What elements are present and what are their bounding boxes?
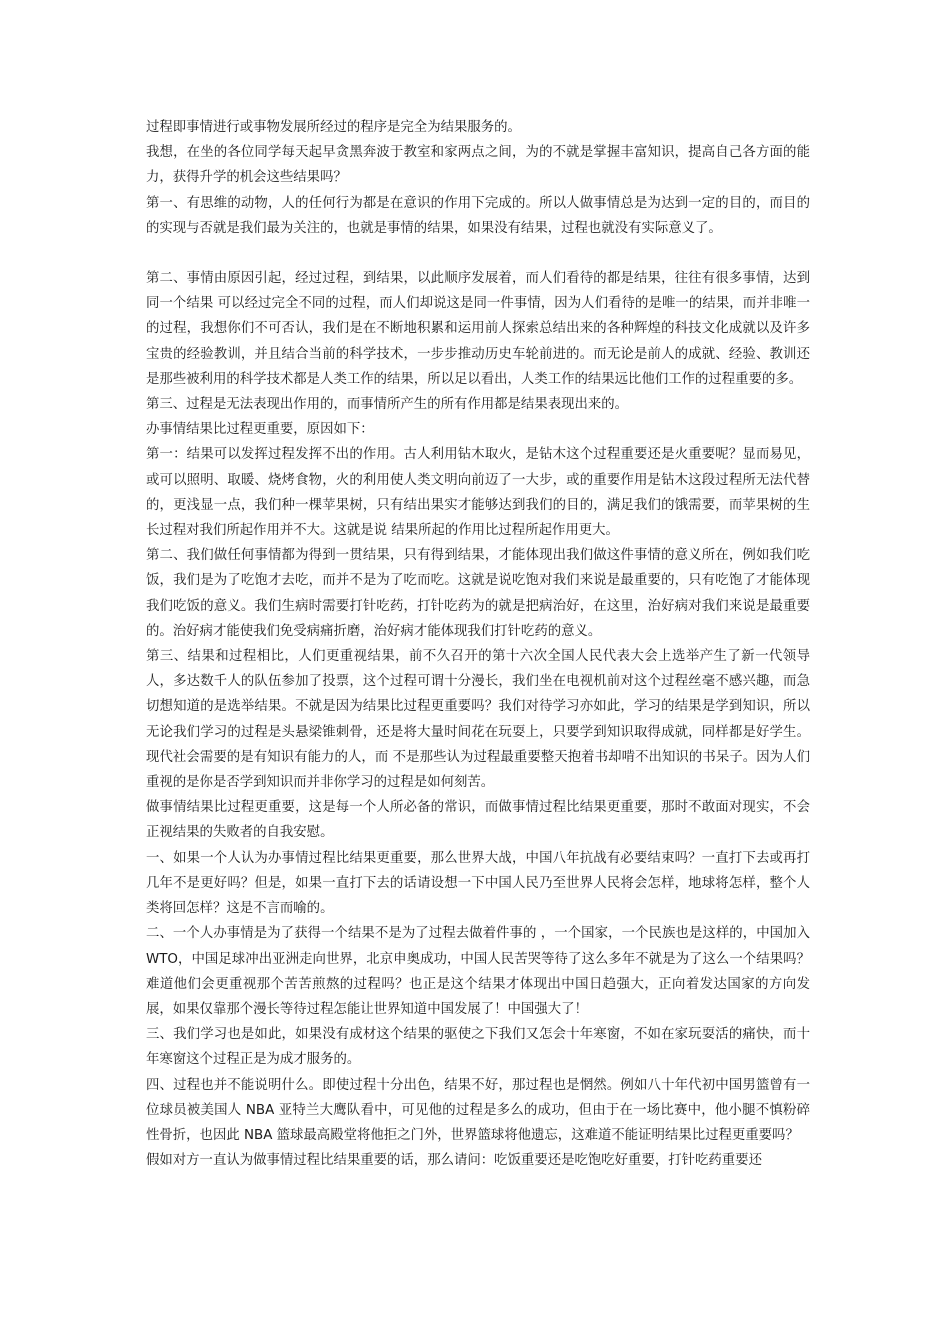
paragraph-9: 第三、结果和过程相比，人们更重视结果，前不久召开的第十六次全国人民代表大会上选举产生了新一代领导人，多达数千人的队伍参加了投票，这个过程可谓十分漫长，我们坐在电视机前对这个过程丝毫不感兴趣，而急切想知道的是选举结果。不就是因为结果比过程更重要吗？我们对待学习亦如此，学习的结果是学到知识，所以无论我们学习的过程是头悬梁锥刺骨，还是将大量时间花在玩耍上，只要学到知识取得成就，同样都是好学生。现代社会需要的是有知识有能力的人，而 不是那些认为过程最重要整天抱着书却啃不出知识的书呆子。因为人们重视的是你是否学到知识而并非你学习的过程是如何刻苦。 <box>146 649 810 791</box>
paragraph-12: 二、一个人办事情是为了获得一个结果不是为了过程去做着件事的 ，一个国家，一个民族也是这样的，中国加入 WTO，中国足球冲出亚洲走向世界，北京申奥成功，中国人民苦哭等待了这么多年不就是为了这么一个结果吗？难道他们会更重视那个苦苦煎熬的过程吗？也正是这个结果才体现出中国日趋强大，正向着发达国家的方向发展，如果仅靠那个漫长等待过程怎能让世界知道中国发展了！中国强大了！ <box>146 926 810 1017</box>
paragraph-2: 我想，在坐的各位同学每天起早贪黑奔波于教室和家两点之间，为的不就是掌握丰富知识，提高自己各方面的能力，获得升学的机会这些结果吗？ <box>146 145 810 186</box>
paragraph-7: 第一：结果可以发挥过程发挥不出的作用。古人利用钻木取火，是钻木这个过程重要还是火重要呢？显而易见，或可以照明、取暖、烧烤食物，火的利用使人类文明向前迈了一大步，或的重要作用是钻木这段过程所无法代替的，更浅显一点，我们种一棵苹果树，只有结出果实才能够达到我们的目的，满足我们的饿需要，而苹果树的生长过程对我们所起作用并不大。这就是说 结果所起的作用比过程所起作用更大。 <box>146 447 810 539</box>
paragraph-14: 四、过程也并不能说明什么。即使过程十分出色，结果不好，那过程也是惘然。例如八十年代初中国男篮曾有一位球员被美国人 NBA 亚特兰大鹰队看中，可见他的过程是多么的成功，但由于在一场比赛中，他小腿不慎粉碎性骨折，也因此 NBA 篮球最高殿堂将他拒之门外，世界篮球将他遗忘，这难道不能证明结果比过程更重要吗？ <box>146 1077 810 1143</box>
paragraph-15: 假如对方一直认为做事情过程比结果重要的话，那么请问：吃饭重要还是吃饱吃好重要，打针吃药重要还 <box>146 1153 762 1169</box>
paragraph-13: 三、我们学习也是如此，如果没有成材这个结果的驱使之下我们又怎会十年寒窗，不如在家玩耍活的痛快，而十年寒窗这个过程正是为成才服务的。 <box>146 1027 810 1068</box>
document-body <box>146 115 810 1173</box>
paragraph-4: 第二、事情由原因引起，经过过程，到结果，以此顺序发展着，而人们看待的都是结果，往往有很多事情，达到同一个结果 可以经过完全不同的过程，而人们却说这是同一件事情，因为人们看待的是唯一的结果，而并非唯一的过程，我想你们不可否认，我们是在不断地积累和运用前人探索总结出来的各种辉煌的科技文化成就以及许多宝贵的经验教训，并且结合当前的科学技术，一步步推动历史车轮前进的。而无论是前人的成就、经验、教训还是那些被利用的科学技术都是人类工作的结果，所以足以看出，人类工作的结果远比他们工作的过程重要的多。 <box>146 271 810 387</box>
paragraph-5: 第三、过程是无法表现出作用的，而事情所产生的所有作用都是结果表现出来的。 <box>146 397 629 413</box>
paragraph-3: 第一、有思维的动物，人的任何行为都是在意识的作用下完成的。所以人做事情总是为达到一定的目的，而目的的实现与否就是我们最为关注的，也就是事情的结果，如果没有结果，过程也就没有实际意义了。 <box>146 195 810 236</box>
paragraph-6: 办事情结果比过程更重要，原因如下： <box>146 422 374 438</box>
paragraph-8: 第二、我们做任何事情都为得到一贯结果，只有得到结果，才能体现出我们做这件事情的意义所在，例如我们吃饭，我们是为了吃饱才去吃，而并不是为了吃而吃。这就是说吃饱对我们来说是最重要的，只有吃饱了才能体现我们吃饭的意义。我们生病时需要打针吃药，打针吃药为的就是把病治好，在这里，治好病对我们来说是最重要的。治好病才能使我们免受病痛折磨，治好病才能体现我们打针吃药的意义。 <box>146 548 810 639</box>
blank-line <box>146 241 810 266</box>
paragraph-11: 一、如果一个人认为办事情过程比结果更重要，那么世界大战，中国八年抗战有必要结束吗？一直打下去或再打几年不是更好吗？但是，如果一直打下去的话请设想一下中国人民乃至世界人民将会怎样，地球将怎样，整个人类将回怎样？这是不言而喻的。 <box>146 850 810 917</box>
paragraph-1: 过程即事情进行或事物发展所经过的程序是完全为结果服务的。 <box>146 120 521 135</box>
paragraph-10: 做事情结果比过程更重要，这是每一个人所必备的常识，而做事情过程比结果更重要，那时不敢面对现实，不会正视结果的失败者的自我安慰。 <box>146 800 810 841</box>
